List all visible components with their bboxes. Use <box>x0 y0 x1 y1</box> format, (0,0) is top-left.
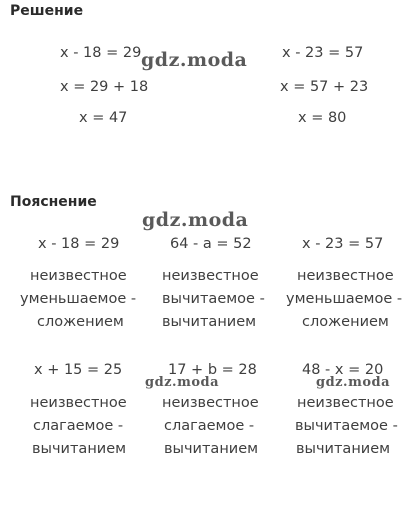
explanation-heading: Пояснение <box>10 194 97 210</box>
solution-right-line-2: x = 57 + 23 <box>280 79 369 95</box>
watermark: gdz.moda <box>141 49 248 71</box>
explanation-text-line: неизвестное <box>297 395 394 411</box>
explanation-text-line: слагаемое - <box>33 418 124 434</box>
explanation-equation: 17 + b = 28 <box>168 362 257 378</box>
explanation-text-line: уменьшаемое - <box>20 291 137 307</box>
solution-left-line-3: x = 47 <box>79 110 128 126</box>
watermark: gdz.moda <box>316 375 391 390</box>
explanation-equation: 64 - a = 52 <box>170 236 252 252</box>
explanation-text-line: вычитанием <box>162 314 257 330</box>
explanation-text-line: вычитанием <box>296 441 391 457</box>
explanation-text-line: неизвестное <box>162 268 259 284</box>
explanation-text-line: сложением <box>37 314 124 330</box>
solution-left-line-1: x - 18 = 29 <box>60 45 142 61</box>
explanation-equation: x - 23 = 57 <box>302 236 384 252</box>
explanation-text-line: неизвестное <box>162 395 259 411</box>
explanation-text-line: неизвестное <box>30 395 127 411</box>
explanation-text-line: слагаемое - <box>164 418 255 434</box>
explanation-text-line: вычитанием <box>32 441 127 457</box>
explanation-text-line: вычитаемое - <box>162 291 265 307</box>
explanation-text-line: вычитаемое - <box>295 418 398 434</box>
explanation-text-line: неизвестное <box>30 268 127 284</box>
watermark: gdz.moda <box>142 209 249 231</box>
solution-left-line-2: x = 29 + 18 <box>60 79 149 95</box>
explanation-text-line: сложением <box>302 314 389 330</box>
explanation-text-line: вычитанием <box>164 441 259 457</box>
solution-right-line-3: x = 80 <box>298 110 347 126</box>
explanation-text-line: неизвестное <box>297 268 394 284</box>
explanation-equation: x - 18 = 29 <box>38 236 120 252</box>
explanation-equation: 48 - x = 20 <box>302 362 384 378</box>
explanation-text-line: уменьшаемое - <box>286 291 403 307</box>
explanation-equation: x + 15 = 25 <box>34 362 123 378</box>
solution-right-line-1: x - 23 = 57 <box>282 45 364 61</box>
watermark: gdz.moda <box>145 375 220 390</box>
solution-heading: Решение <box>10 3 84 19</box>
